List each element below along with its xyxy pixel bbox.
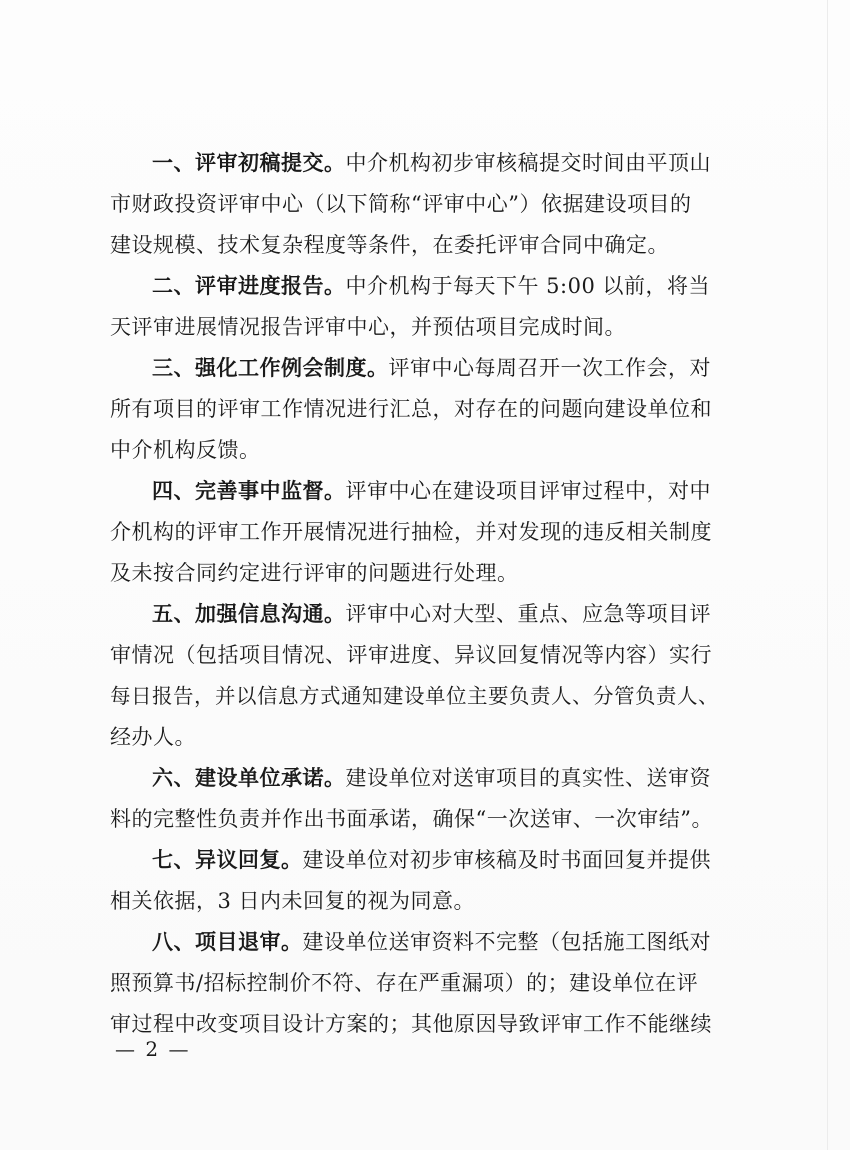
paragraph-8-line-1 xyxy=(152,927,730,957)
paragraph-7-text: 建设单位对初步审核稿及时书面回复并提供 xyxy=(302,848,711,872)
paragraph-1-line-3: 建设规模、技术复杂程度等条件，在委托评审合同中确定。 xyxy=(110,233,669,257)
paragraph-5-line-2: 审情况（包括项目情况、评审进度、异议回复情况等内容）实行 xyxy=(110,643,712,667)
paragraph-4-line-1 xyxy=(152,476,730,506)
paragraph-3-line-3: 中介机构反馈。 xyxy=(110,438,261,462)
paragraph-1-line-1 xyxy=(152,148,730,178)
paragraph-8-text: 建设单位送审资料不完整（包括施工图纸对 xyxy=(302,930,711,954)
page-number: — 2 — xyxy=(115,1037,191,1061)
paragraph-2-text: 中介机构于每天下午 5:00 以前，将当 xyxy=(345,274,711,298)
paragraph-7-heading: 七、异议回复。 xyxy=(152,847,303,872)
page-edge-line xyxy=(827,0,828,1150)
paragraph-5-heading: 五、加强信息沟通。 xyxy=(152,601,346,626)
paragraph-4-line-3: 及未按合同约定进行评审的问题进行处理。 xyxy=(110,561,519,585)
paragraph-8-line-2: 照预算书/招标控制价不符、存在严重漏项）的；建设单位在评 xyxy=(110,971,699,995)
paragraph-3-heading: 三、强化工作例会制度。 xyxy=(152,355,389,380)
paragraph-6-heading: 六、建设单位承诺。 xyxy=(152,765,346,790)
paragraph-1-text: 中介机构初步审核稿提交时间由平顶山 xyxy=(345,151,711,175)
paragraph-2-line-1 xyxy=(152,271,730,301)
paragraph-8-line-3: 审过程中改变项目设计方案的；其他原因导致评审工作不能继续 xyxy=(110,1012,712,1036)
paragraph-4-line-2: 介机构的评审工作开展情况进行抽检，并对发现的违反相关制度 xyxy=(110,520,712,544)
paragraph-2-heading: 二、评审进度报告。 xyxy=(152,273,346,298)
paragraph-4-text: 评审中心在建设项目评审过程中，对中 xyxy=(345,479,711,503)
paragraph-6-text: 建设单位对送审项目的真实性、送审资 xyxy=(345,766,711,790)
paragraph-3-line-2: 所有项目的评审工作情况进行汇总，对存在的问题向建设单位和 xyxy=(110,397,712,421)
paragraph-7-line-2: 相关依据，3 日内未回复的视为同意。 xyxy=(110,889,476,913)
paragraph-6-line-2: 料的完整性负责并作出书面承诺，确保“一次送审、一次审结”。 xyxy=(110,807,713,831)
paragraph-1-line-2: 市财政投资评审中心（以下简称“评审中心”）依据建设项目的 xyxy=(110,192,692,216)
paragraph-2-line-2: 天评审进展情况报告评审中心，并预估项目完成时间。 xyxy=(110,315,626,339)
paragraph-5-text: 评审中心对大型、重点、应急等项目评 xyxy=(345,602,711,626)
paragraph-6-line-1 xyxy=(152,763,730,793)
paragraph-1-heading: 一、评审初稿提交。 xyxy=(152,150,346,175)
paragraph-8-heading: 八、项目退审。 xyxy=(152,929,303,954)
paragraph-5-line-3: 每日报告，并以信息方式通知建设单位主要负责人、分管负责人、 xyxy=(110,684,719,708)
paragraph-3-text: 评审中心每周召开一次工作会，对 xyxy=(388,356,711,380)
paragraph-5-line-4: 经办人。 xyxy=(110,725,196,749)
paragraph-3-line-1 xyxy=(152,353,730,383)
paragraph-5-line-1 xyxy=(152,599,730,629)
paragraph-4-heading: 四、完善事中监督。 xyxy=(152,478,346,503)
paragraph-7-line-1 xyxy=(152,845,730,875)
